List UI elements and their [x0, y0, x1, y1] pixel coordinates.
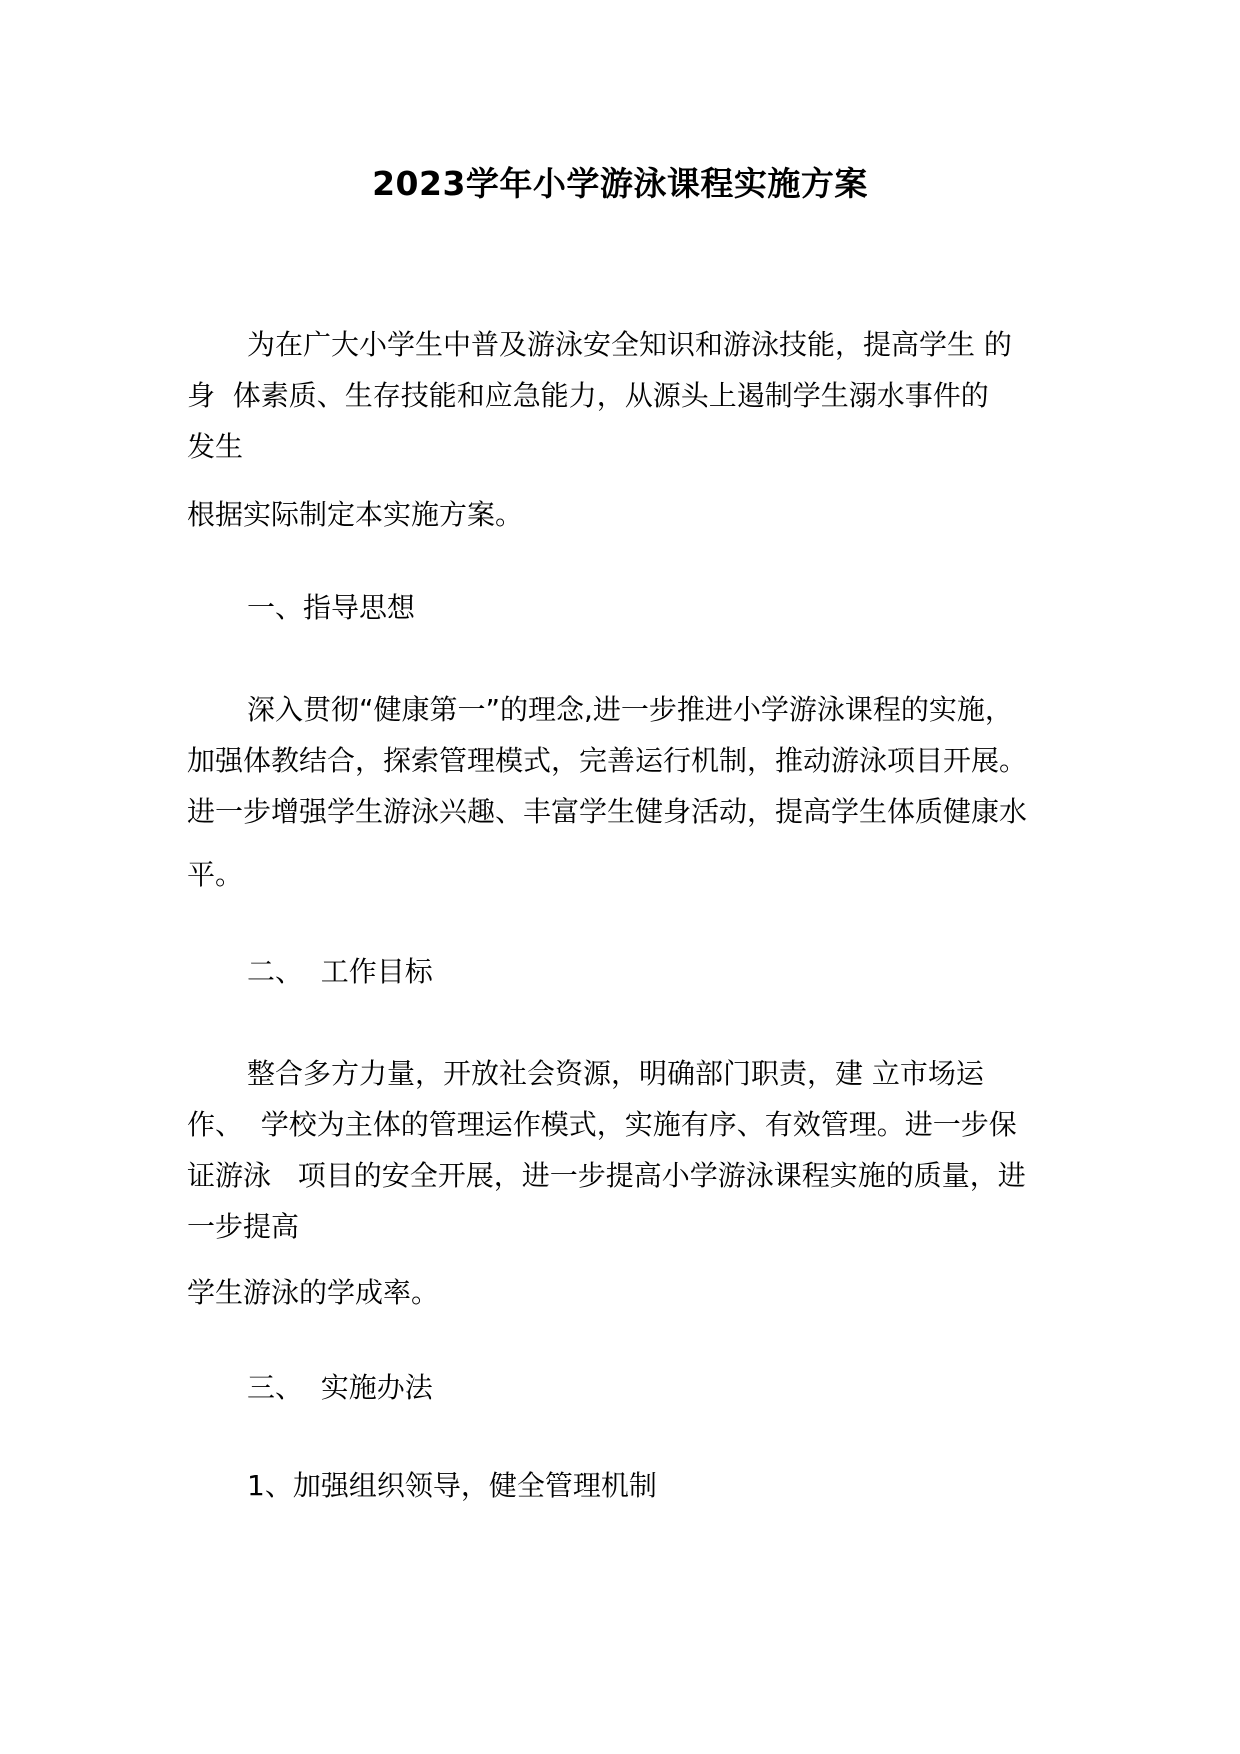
section1-line-1: 深入贯彻“健康第一”的理念,进一步推进小学游泳课程的实施， [247, 693, 1013, 726]
section-heading-2: 二、 工作目标 [247, 955, 433, 988]
section1-line-4: 平。 [187, 858, 244, 891]
intro-line-4: 根据实际制定本实施方案。 [187, 498, 524, 531]
subsection-heading-1: 1、加强组织领导，健全管理机制 [247, 1469, 657, 1502]
section2-line-2: 作、 学校为主体的管理运作模式，实施有序、有效管理。进一步保 [187, 1108, 1017, 1141]
section2-line-1: 整合多方力量，开放社会资源，明确部门职责，建 立市场运 [247, 1057, 984, 1090]
section1-line-2: 加强体教结合，探索管理模式，完善运行机制，推动游泳项目开展。 [187, 744, 1028, 777]
section2-line-3: 证游泳 项目的安全开展，进一步提高小学游泳课程实施的质量，进 [187, 1159, 1026, 1192]
section2-line-4: 一步提高 [187, 1210, 300, 1243]
intro-line-3: 发生 [187, 430, 244, 463]
document-title: 2023学年小学游泳课程实施方案 [372, 164, 868, 203]
intro-line-2: 身 体素质、生存技能和应急能力，从源头上遏制学生溺水事件的 [187, 379, 989, 412]
section1-line-3: 进一步增强学生游泳兴趣、丰富学生健身活动，提高学生体质健康水 [187, 795, 1028, 828]
section2-line-5: 学生游泳的学成率。 [187, 1276, 440, 1309]
section-heading-3: 三、 实施办法 [247, 1371, 433, 1404]
section-heading-1: 一、指导思想 [247, 591, 416, 624]
intro-line-1: 为在广大小学生中普及游泳安全知识和游泳技能，提高学生 的 [247, 328, 1012, 361]
